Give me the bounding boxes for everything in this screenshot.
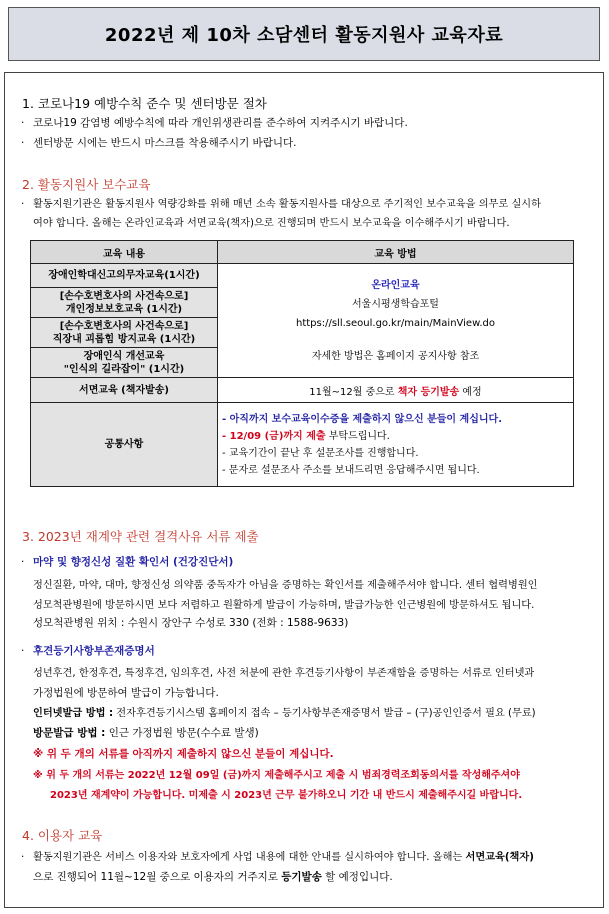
online-site: 서울시평생학습포털 [352,298,439,310]
bullet: · [21,645,25,657]
written-method-cell [218,378,574,403]
sec4-line-1-em: 서면교육(책자) [465,852,534,863]
section-3-heading: 3. 2023년 재계약 관련 결격사유 서류 제출 [22,529,259,544]
note-2-post: 부탁드립니다. [325,430,390,442]
note-2-em: - 12/09 (금)까지 제출 [222,430,326,442]
written-pre: 11월~12월 중으로 [309,386,398,398]
doc-a-title: 마약 및 향정신성 질환 확인서 (건강진단서) [33,556,234,568]
online-title: 온라인교육 [371,279,420,291]
warning-1: ※ 위 두 개의 서류를 아직까지 제출하지 않으신 분들이 계십니다. [33,748,334,760]
warning-2-line-1: ※ 위 두 개의 서류는 2022년 12월 09일 (금)까지 제출해주시고 제출 시 범죄경력조회동의서를 작성해주셔야 [33,770,520,781]
note-1: - 아직까지 보수교육이수증을 제출하지 않으신 분들이 계십니다. [222,413,502,425]
course-4 [31,348,218,378]
course-2 [31,288,218,318]
visit-issue-text: 인근 가정법원 방문(수수료 발생) [105,727,259,739]
sec4-line-2-post: 할 예정입니다. [321,871,393,883]
header-method: 교육 방법 [218,241,574,264]
section-4-heading: 4. 이용자 교육 [22,828,103,843]
warning-2-line-2: 2023년 재계약이 가능합니다. 미제출 시 2023년 근무 불가하오니 기간 내 반드시 제출해주시길 바랍니다. [50,790,523,801]
course-2-line-2: 개인정보보호교육 (1시간) [65,303,183,315]
bullet: · [21,851,25,863]
sec1-item-2: 센터방문 시에는 반드시 마스크를 착용해주시기 바랍니다. [33,137,297,149]
doc-a-line-1: 정신질환, 마약, 대마, 향정신성 의약품 중독자가 아님을 증명하는 확인서를 제출해주셔야 합니다. 센터 협력병원인 [33,580,538,591]
written-post: 예정 [459,386,482,398]
common-notes [218,403,574,487]
bullet: · [21,137,25,149]
course-3-line-2: 직장내 괴롭힘 방지교육 (1시간) [52,333,196,345]
online-issue-label: 인터넷발급 방법 : [33,708,114,719]
sec1-item-1: 코로나19 감염병 예방수칙에 따라 개인위생관리를 준수하여 지켜주시기 바랍니다. [33,117,408,129]
course-1: 장애인학대신고의무자교육(1시간) [31,264,218,288]
doc-b-line-2: 가정법원에 방문하여 발급이 가능합니다. [33,687,219,699]
doc-b-line-1: 성년후견, 한정후견, 특정후견, 임의후견, 사전 처분에 관한 후견등기사항이 부존재함을 증명하는 서류로 인터넷과 [33,668,535,679]
online-note: 자세한 방법은 홈페이지 공지사항 참조 [311,350,480,362]
course-4-line-1: 장애인식 개선교육 [83,350,165,362]
sec2-desc-line-2: 여야 합니다. 올해는 온라인교육과 서면교육(책자)으로 진행되며 반드시 보수교육을 이수해주시기 바랍니다. [33,218,510,229]
doc-a-line-2: 성모척관병원에 방문하시면 보다 저렴하고 원활하게 발급이 가능하며, 발급가능한 인근병원에 방문하셔도 됩니다. [33,600,535,611]
page-title: 2022년 제 10차 소담센터 활동지원사 교육자료 [8,7,600,61]
written-em: 책자 등기발송 [397,386,460,398]
course-3-line-1: [손수호변호사의 사건속으로] [59,320,189,332]
section-1-heading: 1. 코로나19 예방수칙 준수 및 센터방문 절차 [22,96,267,111]
note-4: - 문자로 설문조사 주소를 보내드리면 응답해주시면 됩니다. [222,464,480,476]
sec2-desc-line-1: 활동지원기관은 활동지원사 역량강화를 위해 매년 소속 활동지원사를 대상으로 주기적인 보수교육을 의무로 실시하 [33,199,541,210]
written-education-label: 서면교육 (책자발송) [31,378,218,403]
sec4-line-1: 활동지원기관은 서비스 이용자와 보호자에게 사업 내용에 대한 안내를 실시하여야 합니다. 올해는 [33,852,466,863]
education-table [30,240,574,487]
section-2-heading: 2. 활동지원사 보수교육 [22,177,151,192]
note-3: - 교육기간이 끝난 후 설문조사를 진행합니다. [222,447,419,459]
course-4-line-2: "인식의 길라잡이" (1시간) [63,363,185,375]
course-3 [31,318,218,348]
bullet: · [21,117,25,129]
doc-a-line-3: 성모척관병원 위치 : 수원시 장안구 수성로 330 (전화 : 1588-9633) [33,617,349,629]
sec4-line-2: 으로 진행되어 11월~12월 중으로 이용자의 거주지로 [33,871,282,883]
bullet: · [21,556,25,568]
course-2-line-1: [손수호변호사의 사건속으로] [59,290,189,302]
online-method-cell [218,264,574,378]
bullet: · [21,198,25,210]
sec4-line-2-em: 등기발송 [281,871,322,883]
visit-issue-label: 방문발급 방법 : [33,727,106,739]
online-url: https://sll.seoul.go.kr/main/MainView.do [296,317,495,329]
doc-b-title: 후견등기사항부존재증명서 [33,645,155,657]
header-content: 교육 내용 [31,241,218,264]
online-issue-text: 전자후견등기시스템 홈페이지 접속 – 등기사항부존재증명서 발급 – (구)공인인증서 필요 (무료) [113,708,536,719]
common-label: 공통사항 [31,403,218,487]
